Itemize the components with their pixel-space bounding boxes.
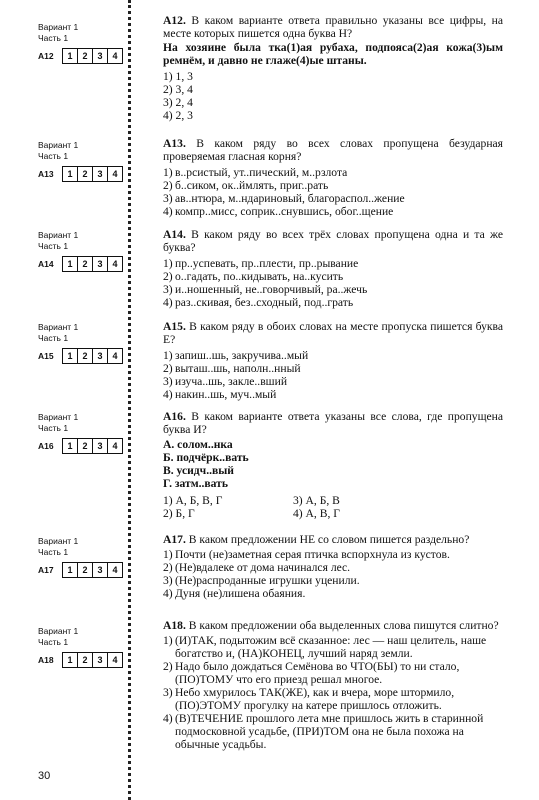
variant-label: Вариант 1 <box>38 140 79 150</box>
answer-box-2[interactable]: 2 <box>78 167 93 181</box>
part-label: Часть 1 <box>38 547 69 557</box>
part-label: Часть 1 <box>38 33 69 43</box>
task-code: А16 <box>38 440 54 451</box>
option-2: 2) б..сиком, ок..ймлять, приг..рать <box>163 179 329 192</box>
option-2: 2) 3, 4 <box>163 83 193 96</box>
option-3: 3) изуча..шь, закле..вший <box>163 375 288 388</box>
answer-box-1[interactable]: 1 <box>63 49 78 63</box>
option-3: 3) А, Б, В <box>293 494 340 507</box>
perforation-line <box>128 0 131 800</box>
page-number: 30 <box>38 770 51 782</box>
option-1: 1) (И)ТАК, подытожим всё сказанное: лес — наш целитель, наше богатство и, (НА)КОНЕЦ, лучший наряд земли. <box>163 634 487 660</box>
option-2: 2) выташ..шь, наполн..нный <box>163 362 301 375</box>
question-text: В каком варианте ответа правильно указаны все цифры, на месте которых пишется одна буква Н? <box>163 14 503 40</box>
answer-box-2[interactable]: 2 <box>78 439 93 453</box>
answer-sidebar-a15 <box>38 322 133 364</box>
answer-box-4[interactable]: 4 <box>112 565 118 575</box>
question-text: В каком ряду в обоих словах на месте пропуска пишется буква Е? <box>163 320 503 346</box>
answer-boxes <box>62 438 123 454</box>
answer-box-4[interactable]: 4 <box>112 259 118 269</box>
task-code: А14 <box>38 258 54 269</box>
question-number: А18. <box>163 619 186 632</box>
question-text: В каком ряду во всех словах пропущена безударная проверяемая гласная корня? <box>163 137 503 163</box>
question-a16 <box>163 410 503 520</box>
question-text: В каком предложении НЕ со словом пишется раздельно? <box>188 533 470 546</box>
answer-boxes <box>62 256 123 272</box>
task-code: А15 <box>38 350 54 361</box>
answer-box-4[interactable]: 4 <box>112 441 118 451</box>
answer-sidebar-a12 <box>38 22 133 64</box>
answer-boxes <box>62 166 123 182</box>
answer-box-1[interactable]: 1 <box>63 563 78 577</box>
task-code: А18 <box>38 654 54 665</box>
word-c: В. усидч..вый <box>163 464 234 477</box>
question-a13 <box>163 137 503 218</box>
question-text: В каком варианте ответа указаны все слова, где пропущена буква И? <box>163 410 503 436</box>
option-2: 2) (Не)вдалеке от дома начинался лес. <box>163 561 351 574</box>
question-a15 <box>163 320 503 401</box>
answer-box-4[interactable]: 4 <box>112 51 118 61</box>
variant-label: Вариант 1 <box>38 322 79 332</box>
option-1: 1) в..рсистый, ут..пический, м..рзлота <box>163 166 348 179</box>
variant-label: Вариант 1 <box>38 412 79 422</box>
option-3: 3) 2, 4 <box>163 96 193 109</box>
word-b: Б. подчёрк..вать <box>163 451 249 464</box>
answer-boxes <box>62 348 123 364</box>
task-code: А13 <box>38 168 54 179</box>
answer-box-4[interactable]: 4 <box>112 169 118 179</box>
answer-box-1[interactable]: 1 <box>63 653 78 667</box>
answer-box-4[interactable]: 4 <box>112 351 118 361</box>
question-number: А14. <box>163 228 186 241</box>
answer-box-2[interactable]: 2 <box>78 653 93 667</box>
answer-boxes <box>62 562 123 578</box>
option-3: 3) (Не)распроданные игрушки уценили. <box>163 574 360 587</box>
option-2: 2) о..гадать, по..кидывать, на..кусить <box>163 270 344 283</box>
variant-label: Вариант 1 <box>38 22 79 32</box>
question-number: А17. <box>163 533 186 546</box>
option-4: 4) 2, 3 <box>163 109 193 122</box>
option-1: 1) запиш..шь, закручива..мый <box>163 349 309 362</box>
answer-box-3[interactable]: 3 <box>93 49 108 63</box>
option-4: 4) накин..шь, муч..мый <box>163 388 277 401</box>
question-text: В каком ряду во всех трёх словах пропущена одна и та же буква? <box>163 228 503 254</box>
question-a12 <box>163 14 503 122</box>
answer-boxes <box>62 652 123 668</box>
answer-box-3[interactable]: 3 <box>93 349 108 363</box>
answer-box-1[interactable]: 1 <box>63 257 78 271</box>
variant-label: Вариант 1 <box>38 626 79 636</box>
answer-box-2[interactable]: 2 <box>78 349 93 363</box>
option-1: 1) 1, 3 <box>163 70 193 83</box>
answer-box-3[interactable]: 3 <box>93 257 108 271</box>
option-1: 1) пр..успевать, пр..плести, пр..рывание <box>163 257 359 270</box>
answer-box-1[interactable]: 1 <box>63 439 78 453</box>
question-a18 <box>163 619 503 751</box>
option-2: 2) Надо было дождаться Семёнова во ЧТО(БЫ) то ни стало, (ПО)ТОМУ что его приезд решал многое. <box>163 660 460 686</box>
answer-sidebar-a14 <box>38 230 133 272</box>
answer-box-3[interactable]: 3 <box>93 653 108 667</box>
part-label: Часть 1 <box>38 423 69 433</box>
answer-sidebar-a13 <box>38 140 133 182</box>
answer-sidebar-a16 <box>38 412 133 454</box>
variant-label: Вариант 1 <box>38 230 79 240</box>
question-number: А16. <box>163 410 186 423</box>
option-4: 4) Дуня (не)лишена обаяния. <box>163 587 306 600</box>
option-1: 1) Почти (не)заметная серая птичка вспорхнула из кустов. <box>163 548 450 561</box>
word-a: А. солом..нка <box>163 438 233 451</box>
variant-label: Вариант 1 <box>38 536 79 546</box>
part-label: Часть 1 <box>38 241 69 251</box>
answer-box-3[interactable]: 3 <box>93 167 108 181</box>
answer-box-1[interactable]: 1 <box>63 349 78 363</box>
option-2: 2) Б, Г <box>163 507 195 520</box>
part-label: Часть 1 <box>38 333 69 343</box>
part-label: Часть 1 <box>38 151 69 161</box>
option-4: 4) (В)ТЕЧЕНИЕ прошлого лета мне пришлось жить в старинной подмосковной усадьбе, (ПРИ)ТОМ она не была похожа на обычные усадьбы. <box>163 712 484 751</box>
option-4: 4) раз..скивая, без..сходный, под..грать <box>163 296 354 309</box>
word-d: Г. затм..вать <box>163 477 228 490</box>
answer-sidebar-a17 <box>38 536 133 578</box>
example-sentence: На хозяине была тка(1)ая рубаха, подпояса(2)ая кожа(3)ым ремнём, и давно не глаже(4)ые штаны. <box>163 41 503 67</box>
question-number: А13. <box>163 137 186 150</box>
option-4: 4) А, В, Г <box>293 507 340 520</box>
question-a14 <box>163 228 503 309</box>
option-3: 3) и..ношенный, не..говорчивый, ра..жечь <box>163 283 368 296</box>
option-3: 3) Небо хмурилось ТАК(ЖЕ), как и вчера, море штормило, (ПО)ЭТОМУ прогулку на катере пришлось отложить. <box>163 686 455 712</box>
answer-box-1[interactable]: 1 <box>63 167 78 181</box>
option-1: 1) А, Б, В, Г <box>163 494 223 507</box>
answer-box-3[interactable]: 3 <box>93 439 108 453</box>
answer-boxes <box>62 48 123 64</box>
task-code: А12 <box>38 50 54 61</box>
part-label: Часть 1 <box>38 637 69 647</box>
option-4: 4) компр..мисс, соприк..снувшись, обог..щение <box>163 205 394 218</box>
question-number: А15. <box>163 320 186 333</box>
answer-box-2[interactable]: 2 <box>78 257 93 271</box>
answer-box-4[interactable]: 4 <box>112 655 118 665</box>
option-3: 3) ав..нтюра, м..ндариновый, благораспол..жение <box>163 192 405 205</box>
answer-box-2[interactable]: 2 <box>78 563 93 577</box>
task-code: А17 <box>38 564 54 575</box>
question-a17 <box>163 533 503 600</box>
answer-box-2[interactable]: 2 <box>78 49 93 63</box>
answer-sidebar-a18 <box>38 626 133 668</box>
answer-box-3[interactable]: 3 <box>93 563 108 577</box>
question-number: А12. <box>163 14 186 27</box>
question-text: В каком предложении оба выделенных слова пишутся слитно? <box>188 619 499 632</box>
